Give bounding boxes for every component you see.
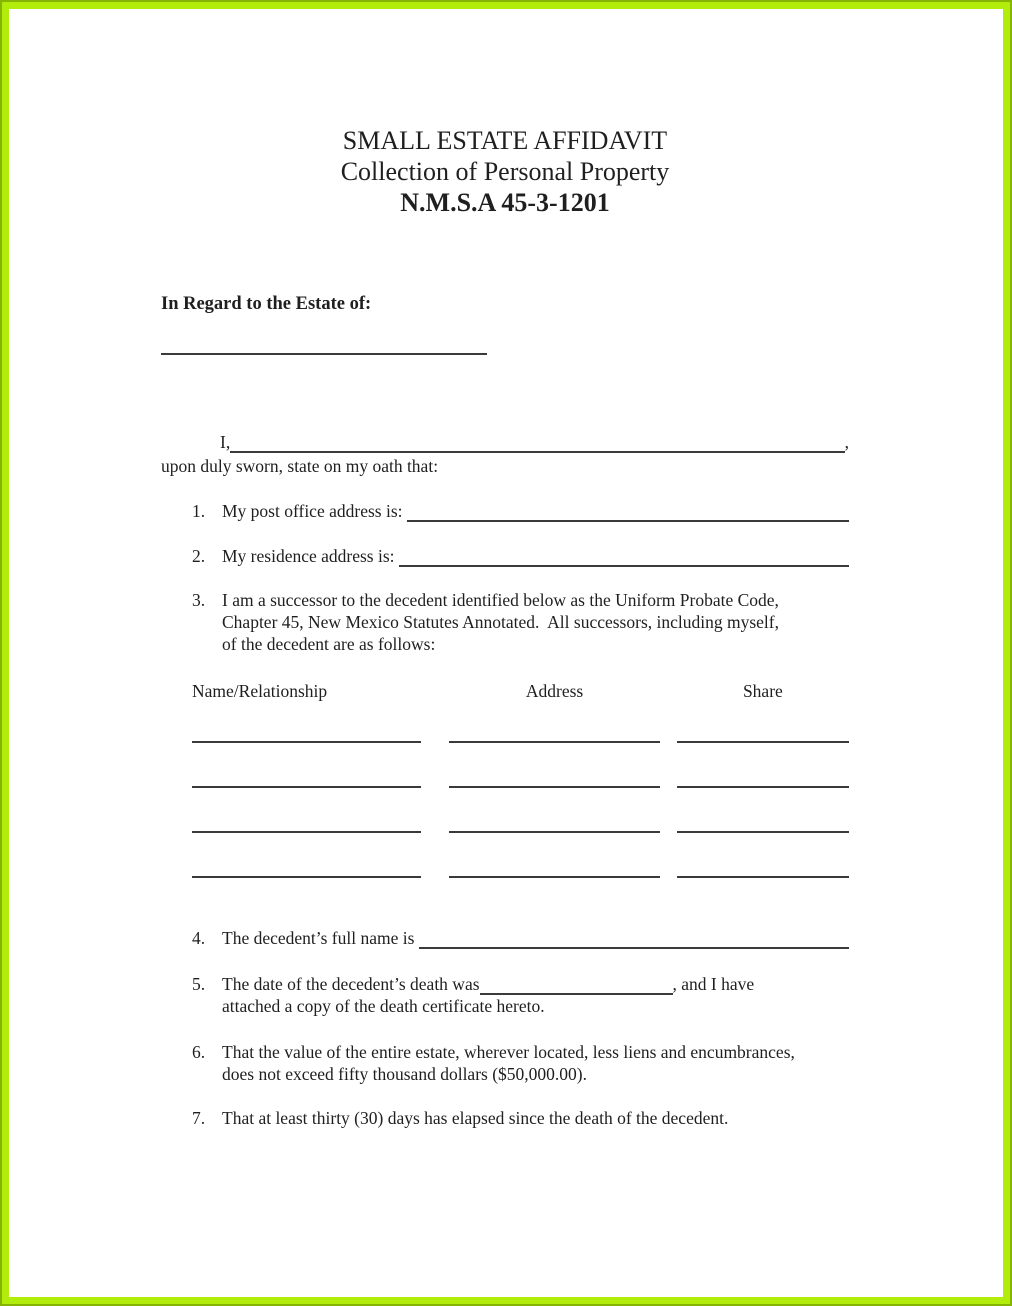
item-number: 1. [192,501,206,521]
residence-address-blank[interactable] [399,564,849,567]
estate-regard-label: In Regard to the Estate of: [161,294,372,314]
successor-name-blank[interactable] [192,876,421,878]
decedent-name-blank[interactable] [419,946,849,949]
item-text-line: attached a copy of the death certificate hereto. [222,996,545,1016]
page-content [9,125,1003,1129]
oath-statement: upon duly sworn, state on my oath that: [161,456,439,476]
oath-suffix: , [844,432,849,452]
item-text-line: Chapter 45, New Mexico Statutes Annotated. All successors, including myself, [222,612,779,632]
item-successor-statement [161,589,849,655]
successors-table [161,680,849,878]
successor-share-blank[interactable] [677,741,849,743]
successor-name-blank[interactable] [192,786,421,788]
item-number: 7. [192,1108,206,1128]
item-number: 4. [192,928,206,948]
item-text-line: I am a successor to the decedent identified below as the Uniform Probate Code, [222,590,779,610]
item-text-line: That the value of the entire estate, wherever located, less liens and encumbrances, [222,1042,795,1062]
successor-row [161,786,849,788]
item-text-line: That at least thirty (30) days has elapsed since the death of the decedent. [222,1108,729,1128]
item-number: 3. [192,590,206,610]
title-block [161,125,849,218]
successor-address-blank[interactable] [449,741,660,743]
item-decedent-name [161,927,849,949]
column-header-address: Address [525,681,584,701]
item-number: 6. [192,1042,206,1062]
column-header-share: Share [742,681,783,701]
affidavit-page [9,9,1003,1297]
successor-name-blank[interactable] [192,741,421,743]
successor-share-blank[interactable] [677,831,849,833]
successor-address-blank[interactable] [449,786,660,788]
post-office-address-blank[interactable] [407,519,849,522]
statute-reference: N.M.S.A 45-3-1201 [400,188,610,217]
document-subtitle: Collection of Personal Property [340,157,670,186]
successor-name-blank[interactable] [192,831,421,833]
affiant-line [161,427,849,453]
item-label: The date of the decedent’s death was [222,974,480,994]
estate-name-blank[interactable] [161,353,487,355]
successor-row [161,831,849,833]
successors-header-row [161,680,849,702]
item-label: The decedent’s full name is [222,928,419,948]
successor-address-blank[interactable] [449,876,660,878]
item-label: My post office address is: [222,501,407,521]
item-death-date [161,973,849,1017]
successor-share-blank[interactable] [677,876,849,878]
successor-share-blank[interactable] [677,786,849,788]
successor-row [161,876,849,878]
death-date-blank[interactable] [480,973,673,995]
oath-prefix: I, [220,432,231,452]
item-thirty-days [161,1107,849,1129]
document-title: SMALL ESTATE AFFIDAVIT [342,126,668,155]
item-label-continuation: , and I have [672,974,755,994]
item-label: My residence address is: [222,546,399,566]
item-text-line: does not exceed fifty thousand dollars ($50,000.00). [222,1064,587,1084]
successor-address-blank[interactable] [449,831,660,833]
item-residence-address [161,545,849,567]
successor-row [161,741,849,743]
item-post-office-address [161,500,849,522]
item-text-line: of the decedent are as follows: [222,634,436,654]
item-estate-value [161,1041,849,1085]
oath-paragraph [161,427,849,479]
column-header-name-relationship: Name/Relationship [192,681,328,701]
item-number: 2. [192,546,206,566]
item-number: 5. [192,974,206,994]
